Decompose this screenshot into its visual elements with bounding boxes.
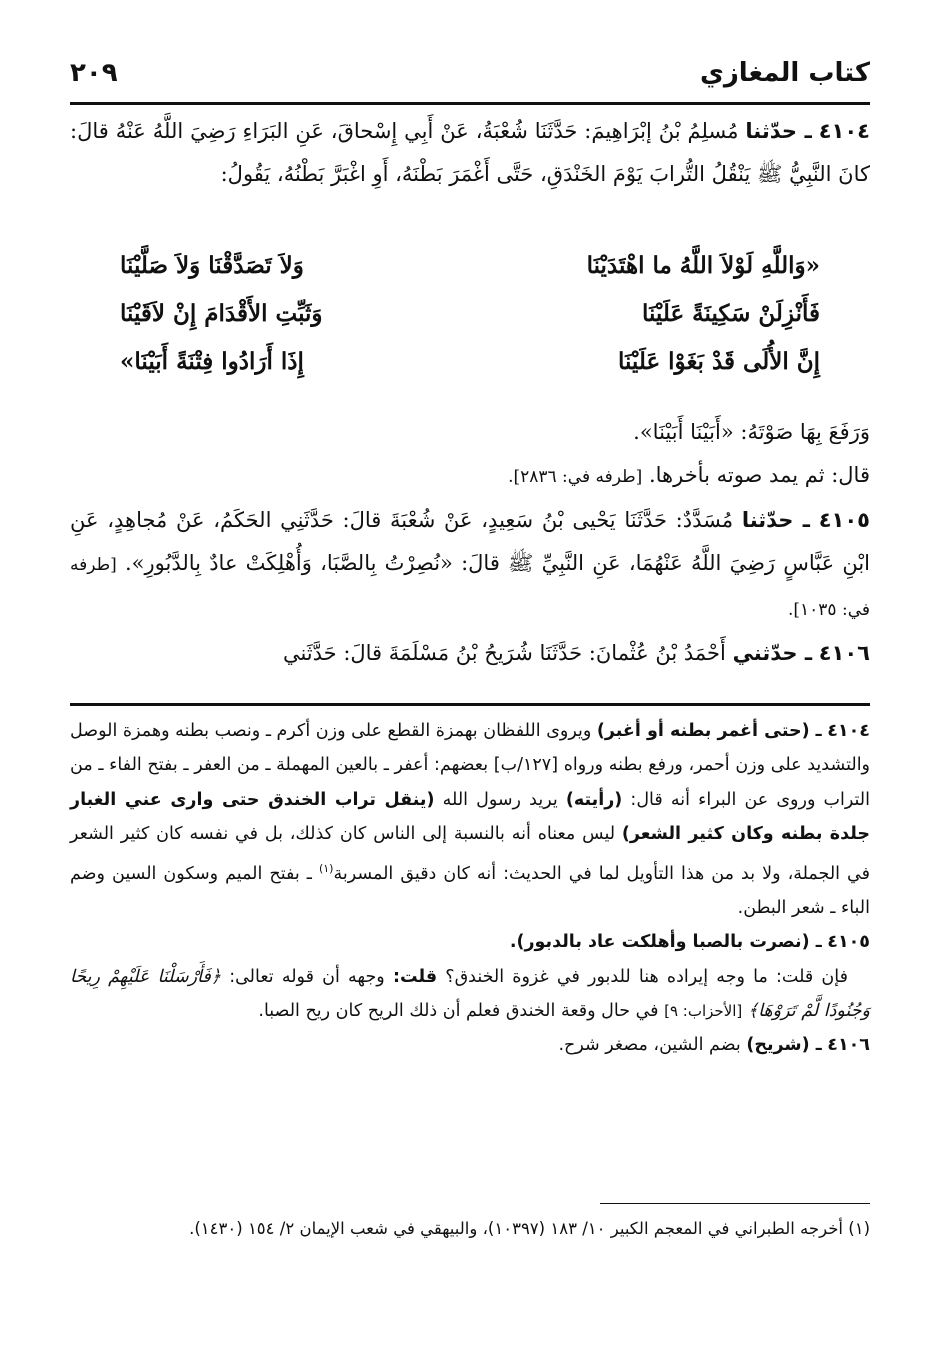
commentary-number: ٤١٠٥ [827, 932, 870, 953]
page-number: ٢٠٩ [70, 58, 118, 88]
commentary-number: ٤١٠٦ [827, 1035, 870, 1056]
hadith-text: مُسلِمُ بْنُ إبْرَاهِيمَ: حَدَّثَنَا شُعْبَةُ، عَنْ أَبِي إِسْحاقَ، عَنِ البَرَاءِ رَضِيَ اللَّهُ عَنْهُ قالَ: كانَ النَّبِيُّ ﷺ يَنْقُلُ التُّرابَ يَوْمَ الخَنْدَقِ، حَتَّى أَغْمَرَ بَطْنَهُ، أَوِ اغْبَرَّ بَطْنُهُ، يَقُولُ: [70, 119, 870, 186]
commentary-4106: ٤١٠٦ ـ (شريح) بضم الشين، مصغر شرح. [558, 1035, 870, 1056]
commentary-text: في حال وقعة الخندق فعلم أن ذلك الريح كان ريح الصبا. [258, 1001, 659, 1022]
footnotes [70, 1212, 870, 1246]
hadith-number: ٤١٠٥ [818, 508, 870, 532]
hadith-note: قال: ثم يمد صوته بأخرها. [648, 463, 870, 487]
verse-line [120, 348, 820, 396]
hadith-4105 [70, 499, 870, 632]
commentary-4104: ٤١٠٤ ـ (حتى أغمر بطنه أو أغبر) ويروى اللفظان بهمزة القطع على وزن أكرم ـ ونصب بطنه وهمزة الوصل والتشديد على وزن أحمر، ورفع بطنه ورواه [١٢٧/ب] بعضهم: أعفر ـ بالعين المهملة ـ من العفر ـ بفتح الفاء ـ من التراب وروى عن البراء أنه قال: (رأيته) يريد رسول الله (ينقل تراب الخندق حتى وارى عني الغبار جلدة بطنه وكان كثير الشعر) ليس معناه أنه بالنسبة إلى الناس كان كذلك، بل في نفسه كان كثير الشعر في الجملة، ولا بد من هذا التأويل لما في الحديث: أنه كان دقيق المسربة$^{(١)}$ ـ بفتح الميم وسكون السين وضم الباء ـ شعر البطن. [70, 721, 871, 918]
hadith-text: مُسَدَّدٌ: حَدَّثَنَا يَحْيى بْنُ سَعِيدٍ، عَنْ شُعْبَةَ قالَ: حَدَّثَنِي الحَكَمُ، عَنْ مُجاهِدٍ، عَنِ ابْنِ عَبَّاسٍ رَضِيَ اللَّهُ عَنْهُمَا، عَنِ النَّبِيِّ ﷺ قالَ: «نُصِرْتُ بِالصَّبَا، وَأُهْلِكَتْ عادٌ بِالدَّبُورِ». [70, 508, 871, 575]
verse-first-hemistich: «وَاللَّهِ لَوْلاَ اللَّهُ ما اهْتَدَيْنَا [586, 252, 820, 279]
verse-line [120, 300, 820, 348]
hadith-number: ٤١٠٤ [818, 119, 870, 143]
cross-reference: [طرفه في: ٢٨٣٦]. [508, 467, 643, 487]
commentary-separator [70, 703, 870, 706]
verse-second-hemistich: إِذَا أَرَادُوا فِتْنَةً أَبَيْنَا» [120, 348, 304, 375]
commentary [70, 714, 870, 1063]
hadith-4106 [70, 632, 870, 675]
commentary-phrase: (حتى أغمر بطنه أو أغبر) [596, 721, 810, 741]
footnote-rule [600, 1203, 870, 1204]
hadith-lead: ـ حدّثنا [745, 119, 812, 143]
page-header [70, 58, 870, 98]
commentary-text: وجهه أن قوله تعالى: [229, 966, 385, 987]
poem-verses [120, 252, 820, 396]
verse-first-hemistich: إِنَّ الأُلَى قَدْ بَغَوْا عَلَيْنَا [617, 348, 820, 375]
hadith-text: أَحْمَدُ بْنُ عُثْمانَ: حَدَّثَنَا شُرَيحُ بْنُ مَسْلَمَةَ قالَ: حَدَّثَني [282, 641, 726, 665]
commentary-phrase: (شريح) [746, 1035, 810, 1056]
quran-verse: ﴿فَأَرْسَلْنَا عَلَيْهِمْ رِيحًا وَجُنُودًا لَّمْ تَرَوْهَا﴾ [70, 966, 870, 1022]
commentary-text: ـ بفتح الميم وسكون السين وضم الباء ـ شعر البطن. [70, 863, 870, 918]
hadith-lead: ـ حدّثني [732, 641, 813, 665]
commentary-text: ويروى اللفظان بهمزة القطع على وزن أكرم ـ ونصب بطنه وهمزة الوصل والتشديد على وزن أحمر، ورفع بطنه ورواه [١٢٧/ب] بعضهم: أعفر ـ بالعين المهملة ـ من العفر ـ بفتح الفاء ـ من التراب وروى عن البراء أنه قال: [70, 721, 871, 810]
verse-second-hemistich: وَثَبِّتِ الأَقْدَامَ إِنْ لاَقَيْنَا [120, 300, 323, 327]
header-rule [70, 102, 870, 105]
commentary-4105-explanation [70, 960, 870, 1029]
main-text-continued [70, 411, 870, 675]
cross-reference: [طرفه في: ١٠٣٥]. [70, 555, 870, 620]
commentary-phrase: (نصرت بالصبا وأهلكت عاد بالدبور). [509, 932, 810, 953]
hadith-4104 [70, 110, 870, 196]
footnote-marker: (١) [848, 1219, 870, 1238]
commentary-4105: ٤١٠٥ ـ (نصرت بالصبا وأهلكت عاد بالدبور). [509, 932, 870, 953]
verse-line [120, 252, 820, 300]
commentary-text: فإن قلت: ما وجه إيراده هنا للدبور في غزوة الخندق؟ [445, 966, 848, 987]
verse-second-hemistich: وَلاَ تَصَدَّقْنَا وَلاَ صَلَّيْنَا [120, 252, 304, 279]
verse-first-hemistich: فَأَنْزِلَنْ سَكِينَةً عَلَيْنَا [641, 300, 820, 327]
hadith-lead: ـ حدّثنا [741, 508, 810, 532]
commentary-qult: قلت: [392, 966, 438, 987]
footnote-text: أخرجه الطبراني في المعجم الكبير ١٠/ ١٨٣ (١٠٣٩٧)، والبيهقي في شعب الإيمان ٢/ ١٥٤ (١٤٣٠). [189, 1219, 843, 1238]
footnote-marker[interactable]: (١) [318, 861, 334, 875]
commentary-text: ليس معناه أنه بالنسبة إلى الناس كان كذلك، بل في نفسه كان كثير الشعر في الجملة، ولا بد من هذا التأويل لما في الحديث: أنه كان دقيق المسربة [70, 824, 870, 884]
commentary-phrase: (رأيته) [565, 789, 623, 810]
commentary-text: بضم الشين، مصغر شرح. [558, 1035, 741, 1056]
after-verses: وَرَفَعَ بِهَا صَوْتَهُ: «أَبَيْنَا أَبَيْنَا». [633, 420, 870, 444]
commentary-text: يريد رسول الله [442, 789, 558, 810]
footnote-item [70, 1212, 870, 1246]
running-title: كتاب المغازي [699, 58, 870, 88]
commentary-phrase: (ينقل تراب الخندق حتى وارى عني الغبار جلدة بطنه وكان كثير الشعر) [70, 789, 870, 845]
quran-reference: [الأحزاب: ٩] [664, 1002, 743, 1021]
commentary-number: ٤١٠٤ [827, 721, 870, 741]
hadith-number: ٤١٠٦ [818, 641, 870, 665]
